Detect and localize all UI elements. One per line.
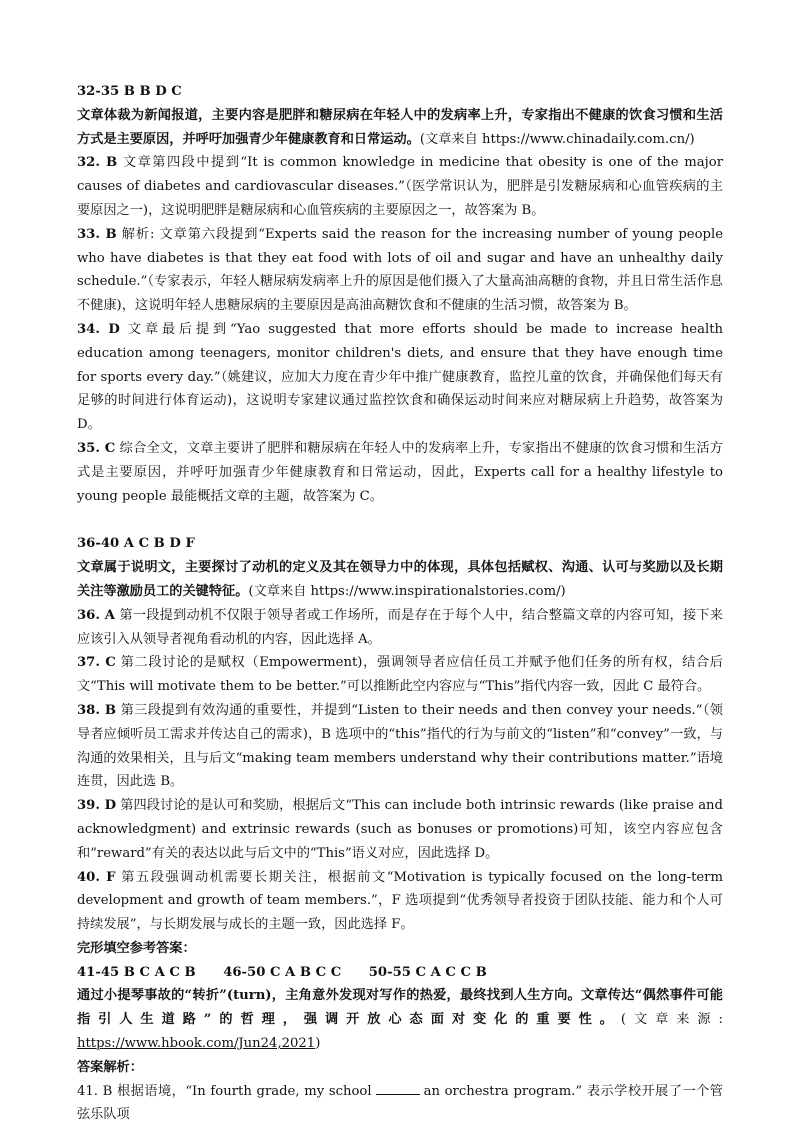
source-link[interactable]: https://www.hbook.com/Jun24,2021 [77, 1036, 316, 1052]
answer-item-39 [77, 794, 723, 865]
answer-item-33 [77, 223, 723, 318]
answer-number: 34. D [77, 321, 120, 337]
answer-number: 35. C [77, 440, 116, 456]
answer-item-37 [77, 651, 723, 699]
intro-text: 文章属于说明文，主要探讨了动机的定义及其在领导力中的体现，具体包括赋权、沟通、认可与奖励以及长期关注等激励员工的关键特征。 [77, 560, 723, 599]
answer-number: 40. F [77, 869, 116, 885]
source-text: (文章来自 https://www.inspirationalstories.com/) [248, 583, 566, 599]
answer-item-35 [77, 437, 723, 508]
answer-explanation: 综合全文，文章主要讲了肥胖和糖尿病在年轻人中的发病率上升，专家指出不健康的饮食习惯和生活方式是主要原因，并呼吁加强青少年健康教育和日常运动，因此，Experts call for a healthy lifestyle to young people 最能概括文章的主题，故答案为 C。 [77, 440, 723, 504]
answer-number: 37. C [77, 655, 116, 671]
cloze-answers: 41-45 B C A C B 46-50 C A B C C 50-55 C A C C B [77, 964, 487, 980]
answer-explanation: 第五段强调动机需要长期关注，根据前文“Motivation is typically focused on the long-term development and growth of team members.”，F 选项提到“优秀领导者投资于团队技能、能力和个人可持续发展”，与长期发展与成长的主题一致，因此选择 F。 [77, 869, 723, 933]
section-heading-32-35: 32-35 B B D C [77, 84, 182, 99]
answer-number: 33. B [77, 226, 117, 242]
answer-explanation: 第四段讨论的是认可和奖励，根据后文“This can include both intrinsic rewards (like praise and acknowledgment) and extrinsic rewards (such as bonuses or promotions)可知，该空内容应包含和“reward”有关的表达以此与后文中的“This”语义对应，因此选择 D。 [77, 798, 723, 861]
answer-number: 32. B [77, 155, 118, 171]
analysis-title: 答案解析： [77, 1059, 143, 1075]
answer-item-36 [77, 604, 723, 652]
answer-item-32 [77, 151, 723, 222]
fill-blank [376, 1082, 420, 1095]
source-text: (文章来自 https://www.chinadaily.com.cn/) [419, 131, 695, 147]
answer-item-40 [77, 866, 723, 937]
intro-text: 通过小提琴事故的“转折”(turn)，主角意外发现对写作的热爱，最终找到人生方向。文章传达“偶然事件可能指引人生道路”的哲理，强调开放心态面对变化的重要性。 [77, 988, 723, 1028]
intro-text: 文章体裁为新闻报道，主要内容是肥胖和糖尿病在年轻人中的发病率上升，专家指出不健康的饮食习惯和生活方式是主要原因，并呼吁加强青少年健康教育和日常运动。 [77, 107, 723, 147]
answer-explanation: 解析: 文章第六段提到“Experts said the reason for the increasing number of young people who have diabetes is that they eat food with lots of oil and sugar and have an unhealthy daily schedule.”（专家表示，年轻人糖尿病发病率上升的原因是他们摄入了大量高油高糖的食物，并且日常生活作息不健康)，这说明年轻人患糖尿病的主要原因是高油高糖饮食和不健康的生活习惯，故答案为 B。 [77, 226, 723, 314]
answer-explanation: 第一段提到动机不仅限于领导者或工作场所，而是存在于每个人中，结合整篇文章的内容可知，接下来应该引入从领导者视角看动机的内容，因此选择 A。 [77, 607, 723, 647]
answer-explanation: 第三段提到有效沟通的重要性，并提到“Listen to their needs and then convey your needs.”（领导者应倾听员工需求并传达自己的需求)，B 选项中的“this”指代的行为与前文的“listen”和“convey”一致，与沟通的效果相关，且与后文“making team members understand why their contributions matter.”语境连贯，因此选 B。 [77, 702, 723, 790]
answer-number: 39. D [77, 798, 117, 814]
section-heading-36-40: 36-40 A C B D F [77, 536, 195, 552]
answer-number: 38. B [77, 702, 117, 718]
source-suffix: ) [315, 1036, 321, 1052]
q41-text-before: 41. B 根据语境，“In fourth grade, my school [77, 1083, 372, 1099]
section-gap [77, 508, 723, 532]
q41-text-after: an orchestra program.” 表示学校开展了一个管弦乐队项 [77, 1083, 723, 1123]
answer-key-page [77, 80, 723, 1127]
answer-explanation: 文章第四段中提到“It is common knowledge in medicine that obesity is one of the major causes of diabetes and cardiovascular diseases.”（医学常识认为，肥胖是引发糖尿病和心血管疾病的主要原因之一)，这说明肥胖是糖尿病和心血管疾病的主要原因之一，故答案为 B。 [77, 155, 723, 218]
source-prefix: (文章来源: [620, 1012, 723, 1028]
section-intro-32-35 [77, 104, 723, 152]
section-intro-36-40 [77, 556, 723, 604]
answer-item-41 [77, 1080, 723, 1128]
answer-item-34 [77, 318, 723, 437]
answer-explanation: 第二段讨论的是赋权（Empowerment)，强调领导者应信任员工并赋予他们任务的所有权，结合后文“This will motivate them to be better.”可以推断此空内容应与“This”指代内容一致，因此 C 最符合。 [77, 655, 723, 695]
answer-explanation: 文章最后提到“Yao suggested that more efforts should be made to increase health education among teenagers, monitor children's diets, and ensure that they have enough time for sports every day.”（姚建议，应加大力度在青少年中推广健康教育，监控儿童的饮食，并确保他们每天有足够的时间进行体育运动)，这说明专家建议通过监控饮食和确保运动时间来应对糖尿病上升趋势，故答案为 D。 [77, 321, 723, 433]
cloze-title: 完形填空参考答案： [77, 940, 196, 956]
answer-item-38 [77, 699, 723, 794]
section-intro-cloze [77, 984, 723, 1055]
answer-number: 36. A [77, 607, 115, 623]
